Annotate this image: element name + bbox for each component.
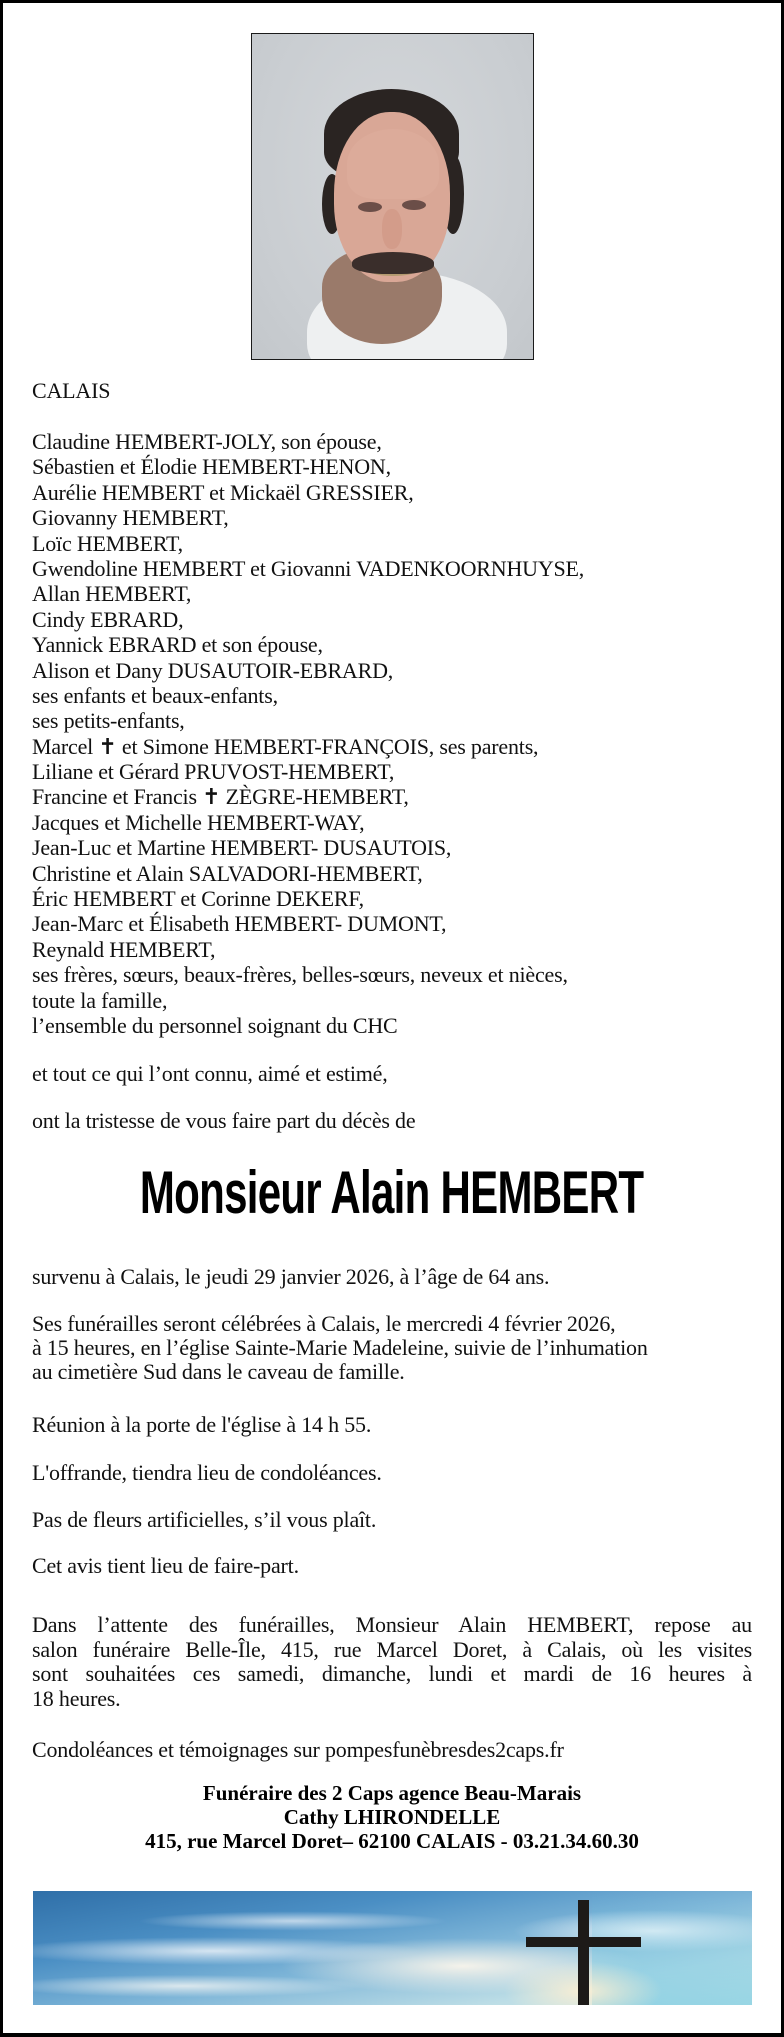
known-text: [32, 1061, 754, 1086]
flowers-line: Pas de fleurs artificielles, s’il vous plaît.: [32, 1507, 377, 1532]
family-list: [32, 429, 754, 1038]
funeral-line: au cimetière Sud dans le caveau de famille.: [32, 1359, 405, 1385]
portrait-photo: [251, 33, 534, 360]
contact-name: Cathy LHIRONDELLE: [283, 1805, 501, 1829]
family-line: l’ensemble du personnel soignant du CHC: [32, 1012, 398, 1038]
rest-line: salon funéraire Belle-Île, 415, rue Marcel Doret, à Calais, où les visites: [32, 1637, 752, 1662]
family-line: Marcel ✝ et Simone HEMBERT-FRANÇOIS, ses parents,: [32, 733, 539, 759]
family-line: Cindy EBRARD,: [32, 606, 184, 632]
cross-icon-bar: [526, 1937, 641, 1947]
photo-mustache: [352, 252, 434, 274]
funeral-line: Ses funérailles seront célébrées à Calais, le mercredi 4 février 2026,: [32, 1311, 616, 1336]
family-line: Gwendoline HEMBERT et Giovanni VADENKOORNHUYSE,: [32, 555, 585, 581]
announce-text: [32, 1108, 754, 1133]
family-line: Sébastien et Élodie HEMBERT-HENON,: [32, 454, 391, 480]
condolences-line: Condoléances et témoignages sur pompesfunèbresdes2caps.fr: [32, 1737, 564, 1762]
death-text: [32, 1264, 754, 1289]
known-line: et tout ce qui l’ont connu, aimé et estimé,: [32, 1061, 388, 1086]
offering-line: L'offrande, tiendra lieu de condoléances.: [32, 1460, 382, 1485]
meeting-text: [32, 1412, 754, 1437]
family-line: ses frères, sœurs, beaux-frères, belles-sœurs, neveux et nièces,: [32, 962, 568, 988]
photo-eye-left: [358, 202, 382, 212]
condolences-text: [32, 1737, 754, 1762]
family-line: Aurélie HEMBERT et Mickaël GRESSIER,: [32, 479, 414, 505]
family-line: Giovanny HEMBERT,: [32, 505, 229, 531]
funeral-line: à 15 heures, en l’église Sainte-Marie Madeleine, suivie de l’inhumation: [32, 1335, 648, 1361]
deceased-name: Monsieur Alain HEMBERT: [140, 1159, 644, 1226]
family-line: Loïc HEMBERT,: [32, 530, 183, 556]
photo-forehead: [347, 129, 439, 199]
cross-icon: [578, 1900, 589, 2005]
family-line: Éric HEMBERT et Corinne DEKERF,: [32, 886, 364, 912]
family-line: Alison et Dany DUSAUTOIR-EBRARD,: [32, 657, 394, 683]
family-line: toute la famille,: [32, 987, 168, 1013]
announce-line: ont la tristesse de vous faire part du décès de: [32, 1108, 416, 1133]
family-line: Jean-Marc et Élisabeth HEMBERT- DUMONT,: [32, 911, 447, 937]
flowers-text: [32, 1507, 754, 1532]
notice-line: Cet avis tient lieu de faire-part.: [32, 1553, 299, 1578]
notice-text: [32, 1553, 754, 1578]
photo-eye-right: [402, 200, 426, 210]
rest-line: sont souhaitées ces samedi, dimanche, lundi et mardi de 16 heures à: [32, 1662, 752, 1687]
family-line: ses enfants et beaux-enfants,: [32, 682, 278, 708]
town-name: CALAIS: [32, 378, 111, 403]
family-line: Allan HEMBERT,: [32, 581, 192, 607]
deceased-name-heading: [0, 1158, 784, 1228]
family-line: Francine et Francis ✝ ZÈGRE-HEMBERT,: [32, 784, 409, 810]
family-line: Christine et Alain SALVADORI-HEMBERT,: [32, 860, 423, 886]
offering-text: [32, 1460, 754, 1485]
photo-nose: [382, 209, 402, 249]
family-line: Jacques et Michelle HEMBERT-WAY,: [32, 809, 365, 835]
agency-name: Funéraire des 2 Caps agence Beau-Marais: [202, 1781, 582, 1805]
rest-line: Dans l’attente des funérailles, Monsieur Alain HEMBERT, repose au: [32, 1613, 752, 1637]
family-line: Liliane et Gérard PRUVOST-HEMBERT,: [32, 759, 395, 785]
funeral-paragraph: [32, 1312, 754, 1385]
family-line: ses petits-enfants,: [32, 708, 185, 734]
rest-line: 18 heures.: [32, 1685, 121, 1711]
sky-cross-banner: [33, 1891, 752, 2005]
meeting-line: Réunion à la porte de l'église à 14 h 55.: [32, 1412, 372, 1437]
address-phone: 415, rue Marcel Doret– 62100 CALAIS - 03.21.34.60.30: [145, 1829, 639, 1853]
family-line: Claudine HEMBERT-JOLY, son épouse,: [32, 429, 382, 454]
family-line: Yannick EBRARD et son épouse,: [32, 632, 323, 658]
death-line: survenu à Calais, le jeudi 29 janvier 2026, à l’âge de 64 ans.: [32, 1264, 550, 1289]
town-block: [32, 378, 754, 403]
family-line: Jean-Luc et Martine HEMBERT- DUSAUTOIS,: [32, 835, 452, 861]
family-line: Reynald HEMBERT,: [32, 936, 216, 962]
funeral-home-footer: [0, 1781, 784, 1853]
rest-paragraph: [32, 1613, 752, 1711]
